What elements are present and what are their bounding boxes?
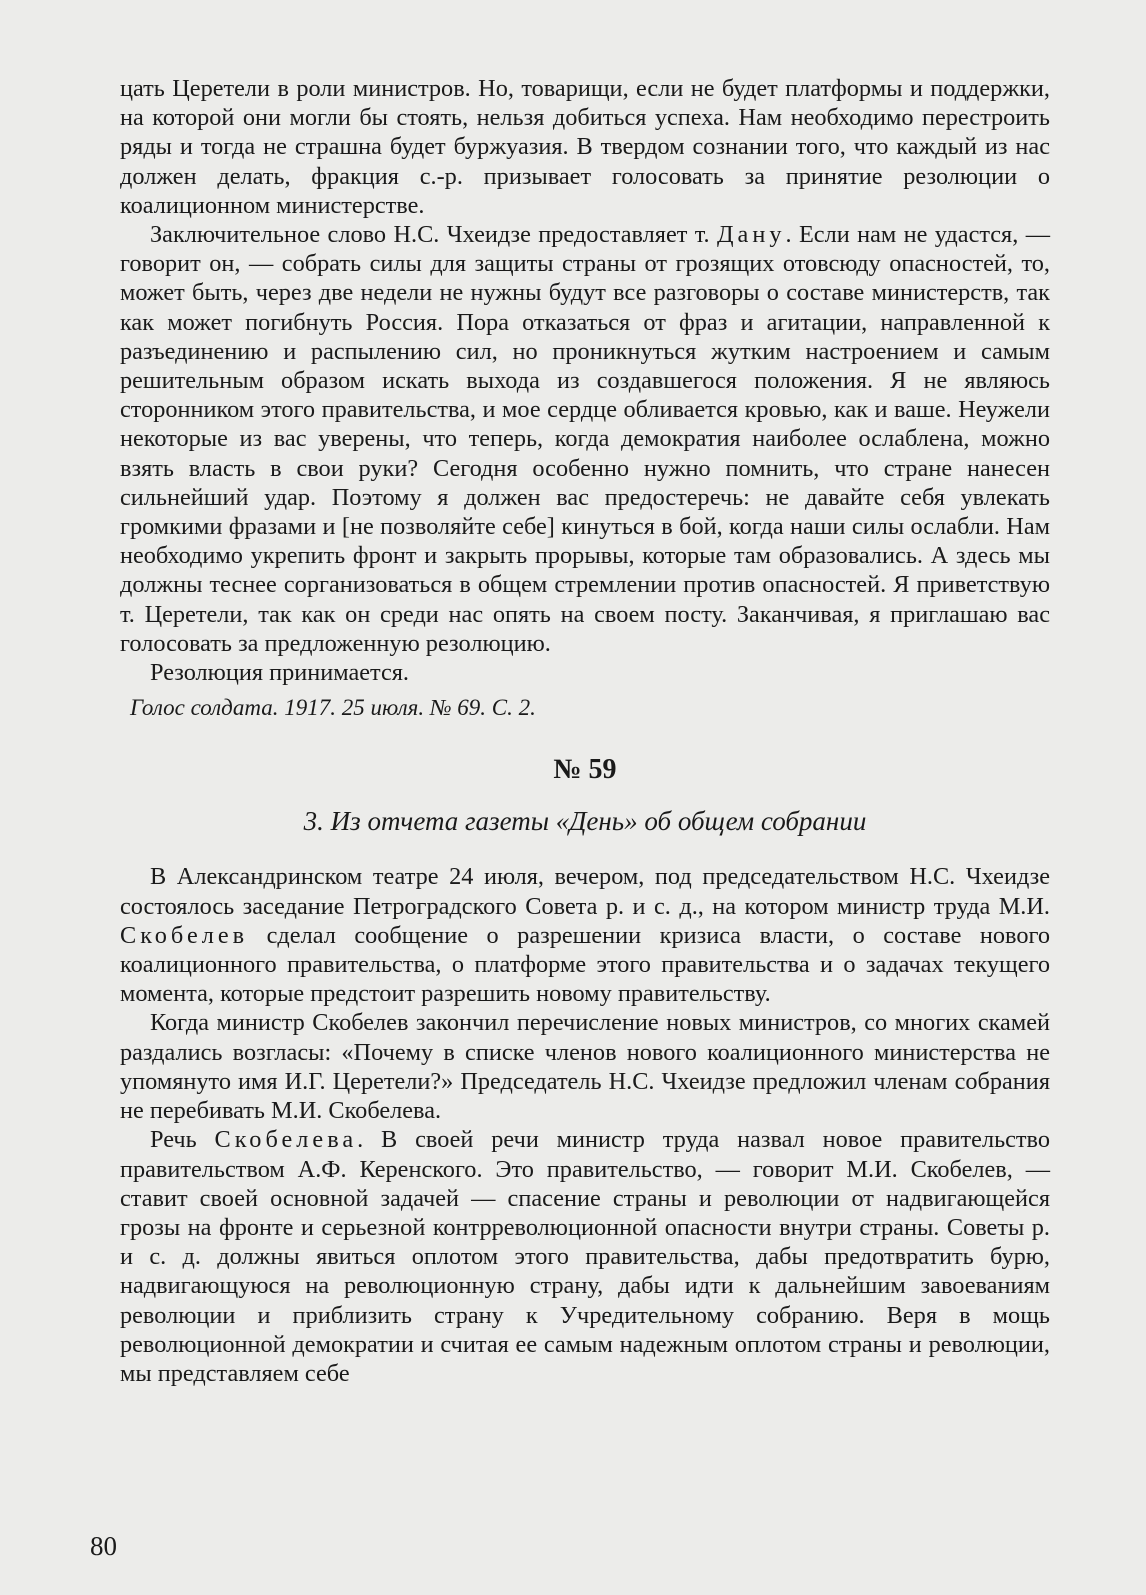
paragraph-resolution: Резолюция принимается. [150, 659, 409, 687]
paragraph-meeting [120, 862, 1050, 1008]
paragraph-dan-speech [120, 220, 1050, 658]
speaker-name-skobelev: Скобелев [120, 921, 249, 949]
meeting-intro: В Александринском театре 24 июля, вечером, под председательством Н.С. Чхеидзе состоялось заседание Петроградского Совета р. и с. д., на котором министр труда М.И. [120, 863, 1050, 920]
page-number: 80 [90, 1531, 117, 1561]
document-title: 3. Из отчета газеты «День» об общем собрании [303, 806, 867, 837]
dan-speech-intro: Заключительное слово Н.С. Чхеидзе предоставляет т. [150, 221, 717, 249]
source-citation: Голос солдата. 1917. 25 июля. № 69. С. 2. [130, 695, 536, 721]
page-text [120, 74, 1050, 1388]
meeting-body: сделал сообщение о разрешении кризиса власти, о составе нового коалиционного правительства, о платформе этого правительства и о задачах текущего момента, которые предстоит разрешить новому правительству. [120, 921, 1050, 1008]
speaker-name-skobeleva: Скобелева [214, 1126, 358, 1154]
paragraph-continuation: цать Церетели в роли министров. Но, товарищи, если не будет платформы и поддержки, на которой они могли бы стоять, нельзя добиться успеха. Нам необходимо перестроить ряды и тогда не страшна будет буржуазия. В твердом сознании того, что каждый из нас должен делать, фракция с.-р. призывает голосовать за принятие резолюции о коалиционном министерстве. [120, 75, 1050, 219]
paragraph-ministers-list: Когда министр Скобелев закончил перечисление новых министров, со многих скамей раздались возгласы: «Почему в списке членов нового коалиционного министерства не упомянуто имя И.Г. Церетели?» Председатель Н.С. Чхеидзе предложил членам собрания не перебивать М.И. Скобелева. [120, 1009, 1050, 1125]
paragraph-skobelev-speech [120, 1125, 1050, 1388]
dan-speech-body: . Если нам не удастся, — говорит он, — собрать силы для защиты страны от грозящих отовсюду опасностей, то, может быть, через две недели не нужны будут все разговоры о составе министерств, так как может погибнуть Россия. Пора отказаться от фраз и агитации, направленной к разъединению и распылению сил, но проникнуться жутким настроением и самым решительным образом искать выхода из создавшегося положения. Я не являюсь сторонником этого правительства, и мое сердце обливается кровью, как и ваше. Неужели некоторые из вас уверены, что теперь, когда демократия наиболее ослаблена, можно взять власть в свои руки? Сегодня особенно нужно помнить, что стране нанесен сильнейший удар. Поэтому я должен вас предостеречь: не давайте себя увлекать громкими фразами и [не позволяйте себе] кинуться в бой, когда наши силы ослабли. Нам необходимо укрепить фронт и закрыть прорывы, которые там образовались. А здесь мы должны теснее сорганизоваться в общем стремлении против опасностей. Я приветствую т. Церетели, так как он среди нас опять на своем посту. Заканчивая, я приглашаю вас голосовать за предложенную резолюцию. [120, 221, 1050, 657]
speaker-name-dan: Дану [716, 221, 786, 249]
skobelev-speech-body: . В своей речи министр труда назвал новое правительство правительством А.Ф. Керенского. Это правительство, — говорит М.И. Скобелев, — ставит своей основной задачей — спасение страны и революции от надвигающейся грозы на фронте и серьезной контрреволюционной опасности внутри страны. Советы р. и с. д. должны явиться оплотом этого правительства, дабы предотвратить бурю, надвигающуюся на революционную страну, дабы идти к дальнейшим завоеваниям революции и приблизить страну к Учредительному собранию. Веря в мощь революционной демократии и считая ее самым надежным оплотом страны и революции, мы представляем себе [120, 1126, 1051, 1387]
document-number: № 59 [553, 754, 617, 786]
skobelev-speech-intro: Речь [150, 1126, 215, 1154]
